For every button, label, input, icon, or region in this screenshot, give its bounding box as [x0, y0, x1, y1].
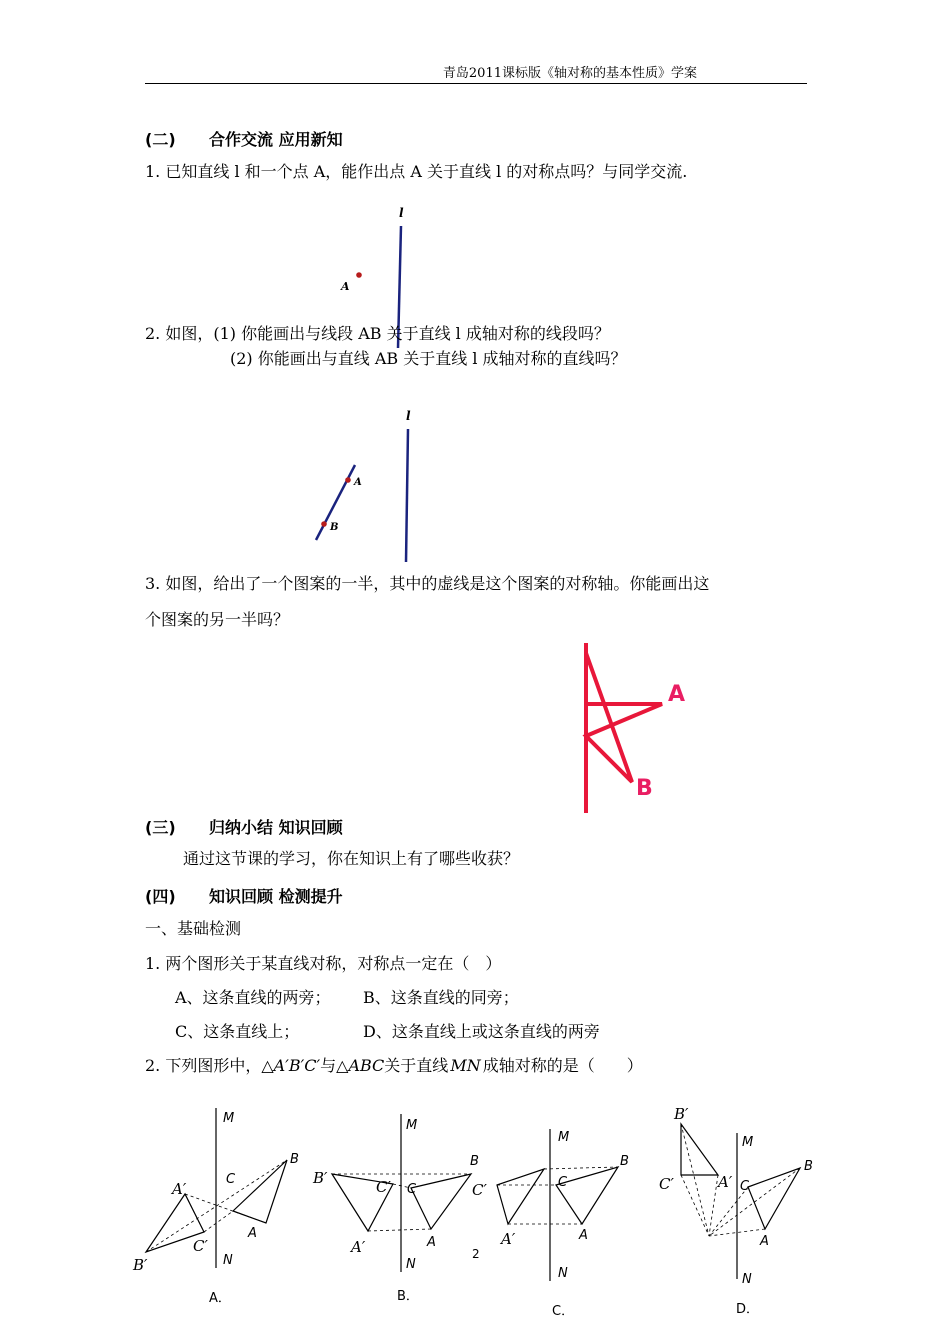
- triangle-abc-text: △ABC: [336, 1056, 385, 1075]
- label-n: N: [223, 1253, 233, 1268]
- triangle-prime-text: △A′B′C′: [261, 1056, 321, 1075]
- pattern-half: [586, 653, 662, 782]
- option-d-figure: [650, 1095, 825, 1320]
- label-c: C: [740, 1179, 750, 1194]
- question-2-3-line1: 3. 如图，给出了一个图案的一半，其中的虚线是这个图案的对称轴。你能画出这: [145, 574, 710, 593]
- choice-a: A、这条直线的两旁；: [175, 988, 331, 1007]
- label-a: A: [579, 1228, 588, 1243]
- question-4-1: 1. 两个图形关于某直线对称，对称点一定在（ ）: [145, 954, 502, 973]
- label-a-prime: A′: [351, 1238, 366, 1256]
- line-l-label: l: [399, 206, 404, 220]
- choice-d: D、这条直线上或这条直线的两旁: [363, 1022, 600, 1041]
- label-m: M: [558, 1130, 570, 1145]
- caption-c: C．: [552, 1304, 575, 1319]
- figure-segment-line: [300, 400, 430, 570]
- line-l: [406, 429, 408, 562]
- label-c: C: [407, 1182, 417, 1197]
- header-title: 青岛2011课标版《轴对称的基本性质》学案: [442, 66, 697, 81]
- label-a-prime: A′: [501, 1230, 516, 1248]
- label-c-prime: C′: [659, 1175, 674, 1193]
- section-2-heading: [145, 127, 343, 150]
- section-4-subheading: 一、基础检测: [145, 919, 242, 938]
- question-2-1: 1. 已知直线 l 和一个点 A，能作出点 A 关于直线 l 的对称点吗？与同学交流.: [145, 162, 688, 181]
- section-2-title: 合作交流 应用新知: [209, 130, 343, 149]
- question-2-3-line2: 个图案的另一半吗？: [145, 610, 290, 629]
- label-c-prime: C′: [193, 1237, 208, 1255]
- label-c-prime: C′: [472, 1181, 487, 1199]
- section-2-number: (二): [145, 130, 176, 149]
- section-4-title: 知识回顾 检测提升: [209, 887, 343, 906]
- point-a: [345, 477, 351, 483]
- section-3-heading: [145, 815, 343, 838]
- option-b-figure: [305, 1110, 485, 1315]
- point-a: [356, 272, 362, 278]
- question-2-2-line2: (2) 你能画出与直线 AB 关于直线 l 成轴对称的直线吗？: [230, 349, 627, 368]
- label-b: B: [804, 1159, 813, 1174]
- label-b: B: [470, 1154, 479, 1169]
- triangle-prime: [497, 1169, 544, 1224]
- label-b-prime: B′: [313, 1169, 328, 1187]
- point-b: [321, 521, 327, 527]
- question-4-2-end: 成轴对称的是（ ）: [482, 1056, 643, 1075]
- label-a-prime: A′: [172, 1180, 187, 1198]
- question-4-2-line: 关于直线: [384, 1056, 449, 1075]
- choice-b: B、这条直线的同旁；: [363, 988, 519, 1007]
- triangle-abc: [411, 1174, 471, 1229]
- label-c: C: [226, 1172, 236, 1187]
- figure-half-pattern: [570, 635, 700, 820]
- question-2-2-line1: 2. 如图，(1) 你能画出与线段 AB 关于直线 l 成轴对称的线段吗？: [145, 324, 610, 343]
- question-4-2: [145, 1055, 643, 1077]
- label-a: A: [248, 1226, 257, 1241]
- label-m: M: [742, 1135, 754, 1150]
- label-b: B: [290, 1152, 299, 1167]
- pattern-b-label: B: [636, 776, 653, 801]
- question-4-2-prefix: 2. 下列图形中，: [145, 1056, 262, 1075]
- line-l-label: l: [406, 409, 411, 423]
- label-b-prime: B′: [674, 1105, 689, 1123]
- pattern-a-label: A: [668, 682, 686, 707]
- caption-d: D．: [736, 1302, 760, 1317]
- label-a-prime: A′: [718, 1173, 733, 1191]
- option-a-figure: [125, 1100, 325, 1315]
- section-3-text: 通过这节课的学习，你在知识上有了哪些收获？: [183, 849, 520, 868]
- label-m: M: [406, 1118, 418, 1133]
- caption-a: A．: [209, 1291, 231, 1306]
- label-b: B: [620, 1154, 629, 1169]
- option-c-figure: [470, 1125, 650, 1320]
- label-b-prime: B′: [133, 1256, 148, 1274]
- label-n: N: [406, 1257, 416, 1272]
- section-4-heading: [145, 884, 343, 907]
- label-a: A: [427, 1235, 436, 1250]
- question-4-2-and: 与: [320, 1056, 337, 1075]
- point-a-label: A: [354, 477, 362, 488]
- point-b-label: B: [330, 522, 339, 533]
- triangle-prime: [681, 1124, 718, 1175]
- label-c-prime: C′: [376, 1178, 391, 1196]
- label-n: N: [558, 1266, 568, 1281]
- label-m: M: [223, 1111, 235, 1126]
- section-4-number: (四): [145, 887, 176, 906]
- section-3-number: (三): [145, 818, 176, 837]
- section-3-title: 归纳小结 知识回顾: [209, 818, 343, 837]
- choice-c: C、这条直线上；: [175, 1022, 300, 1041]
- label-n: N: [742, 1272, 752, 1287]
- page-header: [145, 64, 807, 84]
- triangle-abc: [748, 1168, 800, 1229]
- point-a-label: A: [341, 280, 350, 293]
- line-mn-text: MN: [450, 1056, 481, 1075]
- page-number: 2: [472, 1247, 480, 1261]
- label-c: C: [558, 1175, 568, 1190]
- label-a: A: [760, 1234, 769, 1249]
- caption-b: B．: [397, 1289, 419, 1304]
